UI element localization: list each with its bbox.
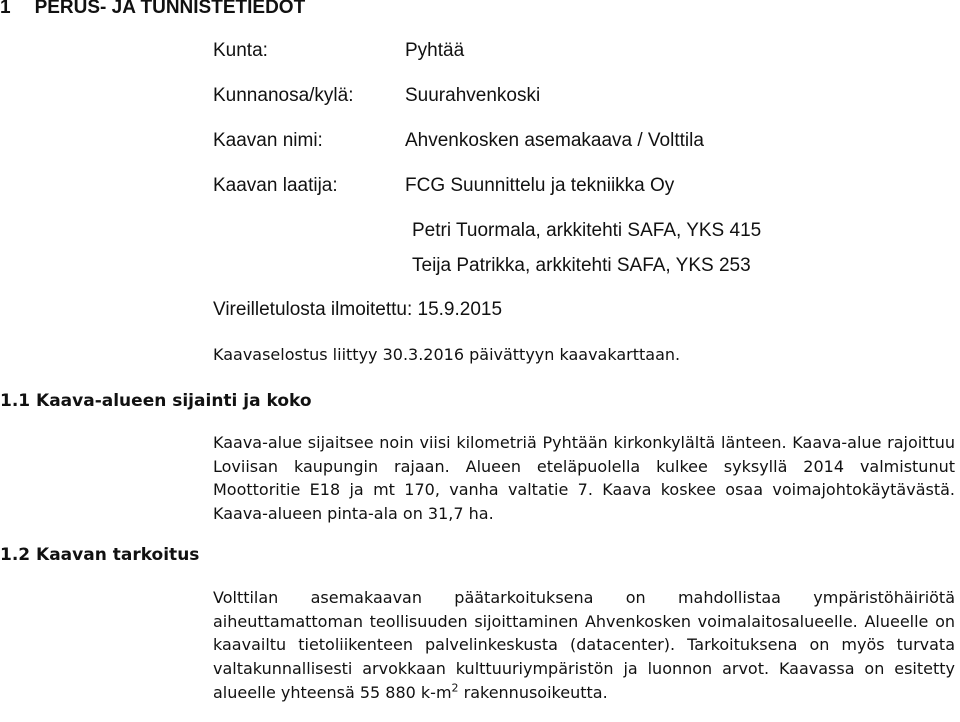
info-value-kunnanosa: Suurahvenkoski bbox=[405, 85, 541, 106]
info-label-kaavan-nimi: Kaavan nimi: bbox=[213, 130, 323, 151]
info-value-kaavan-laatija: FCG Suunnittelu ja tekniikka Oy bbox=[405, 175, 675, 196]
info-label-kunnanosa: Kunnanosa/kylä: bbox=[213, 85, 354, 106]
attachment-text: Kaavaselostus liittyy 30.3.2016 päivättyyn kaavakarttaan. bbox=[213, 345, 681, 364]
section-1-1-title: 1.1 Kaava-alueen sijainti ja koko bbox=[0, 391, 312, 411]
info-label-kaavan-laatija: Kaavan laatija: bbox=[213, 175, 338, 196]
author-2: Teija Patrikka, arkkitehti SAFA, YKS 253 bbox=[412, 255, 751, 276]
section-1-2-title: 1.2 Kaavan tarkoitus bbox=[0, 545, 200, 565]
section-1-1-paragraph: Kaava-alue sijaitsee noin viisi kilometriä Pyhtään kirkonkylältä länteen. Kaava-alue rajoittuu Loviisan kaupungin rajaan. Alueen eteläpuolella kulkee syksyllä 2014 valmistunut Moottoritie E18 ja mt 170, vanha valtatie 7. Kaava koskee osaa voimajohtokäytävästä. Kaava-alueen pinta-ala on 31,7 ha. bbox=[213, 433, 955, 524]
heading-number: 1 bbox=[0, 0, 11, 18]
info-value-kaavan-nimi: Ahvenkosken asemakaava / Volttila bbox=[405, 130, 704, 151]
section-1-2-tail-text: rakennusoikeutta. bbox=[458, 682, 608, 702]
section-1-2-main-text: Volttilan asemakaavan päätarkoituksena on mahdollistaa ympäristöhäiriötä aiheuttamattoman teollisuuden sijoittaminen Ahvenkosken voimalaitosalueelle. Alueelle on kaavailtu tietoliikenteen palvelinkeskusta (datacenter). Tarkoituksena on myös turvata valtakunnallisesti arvokkaan kulttuuriympäristön ja luonnon arvot. Kaavassa on esitetty alueelle yhteensä 55 880 k-m bbox=[213, 588, 955, 702]
section-1-2-paragraph bbox=[213, 586, 955, 705]
main-heading bbox=[0, 0, 305, 19]
author-1: Petri Tuormala, arkkitehti SAFA, YKS 415 bbox=[412, 220, 762, 241]
notice-text: Vireilletulosta ilmoitettu: 15.9.2015 bbox=[213, 299, 503, 320]
superscript-2: 2 bbox=[451, 681, 459, 695]
heading-title: PERUS- JA TUNNISTETIEDOT bbox=[34, 0, 306, 18]
info-label-kunta: Kunta: bbox=[213, 40, 268, 61]
info-value-kunta: Pyhtää bbox=[405, 40, 465, 61]
